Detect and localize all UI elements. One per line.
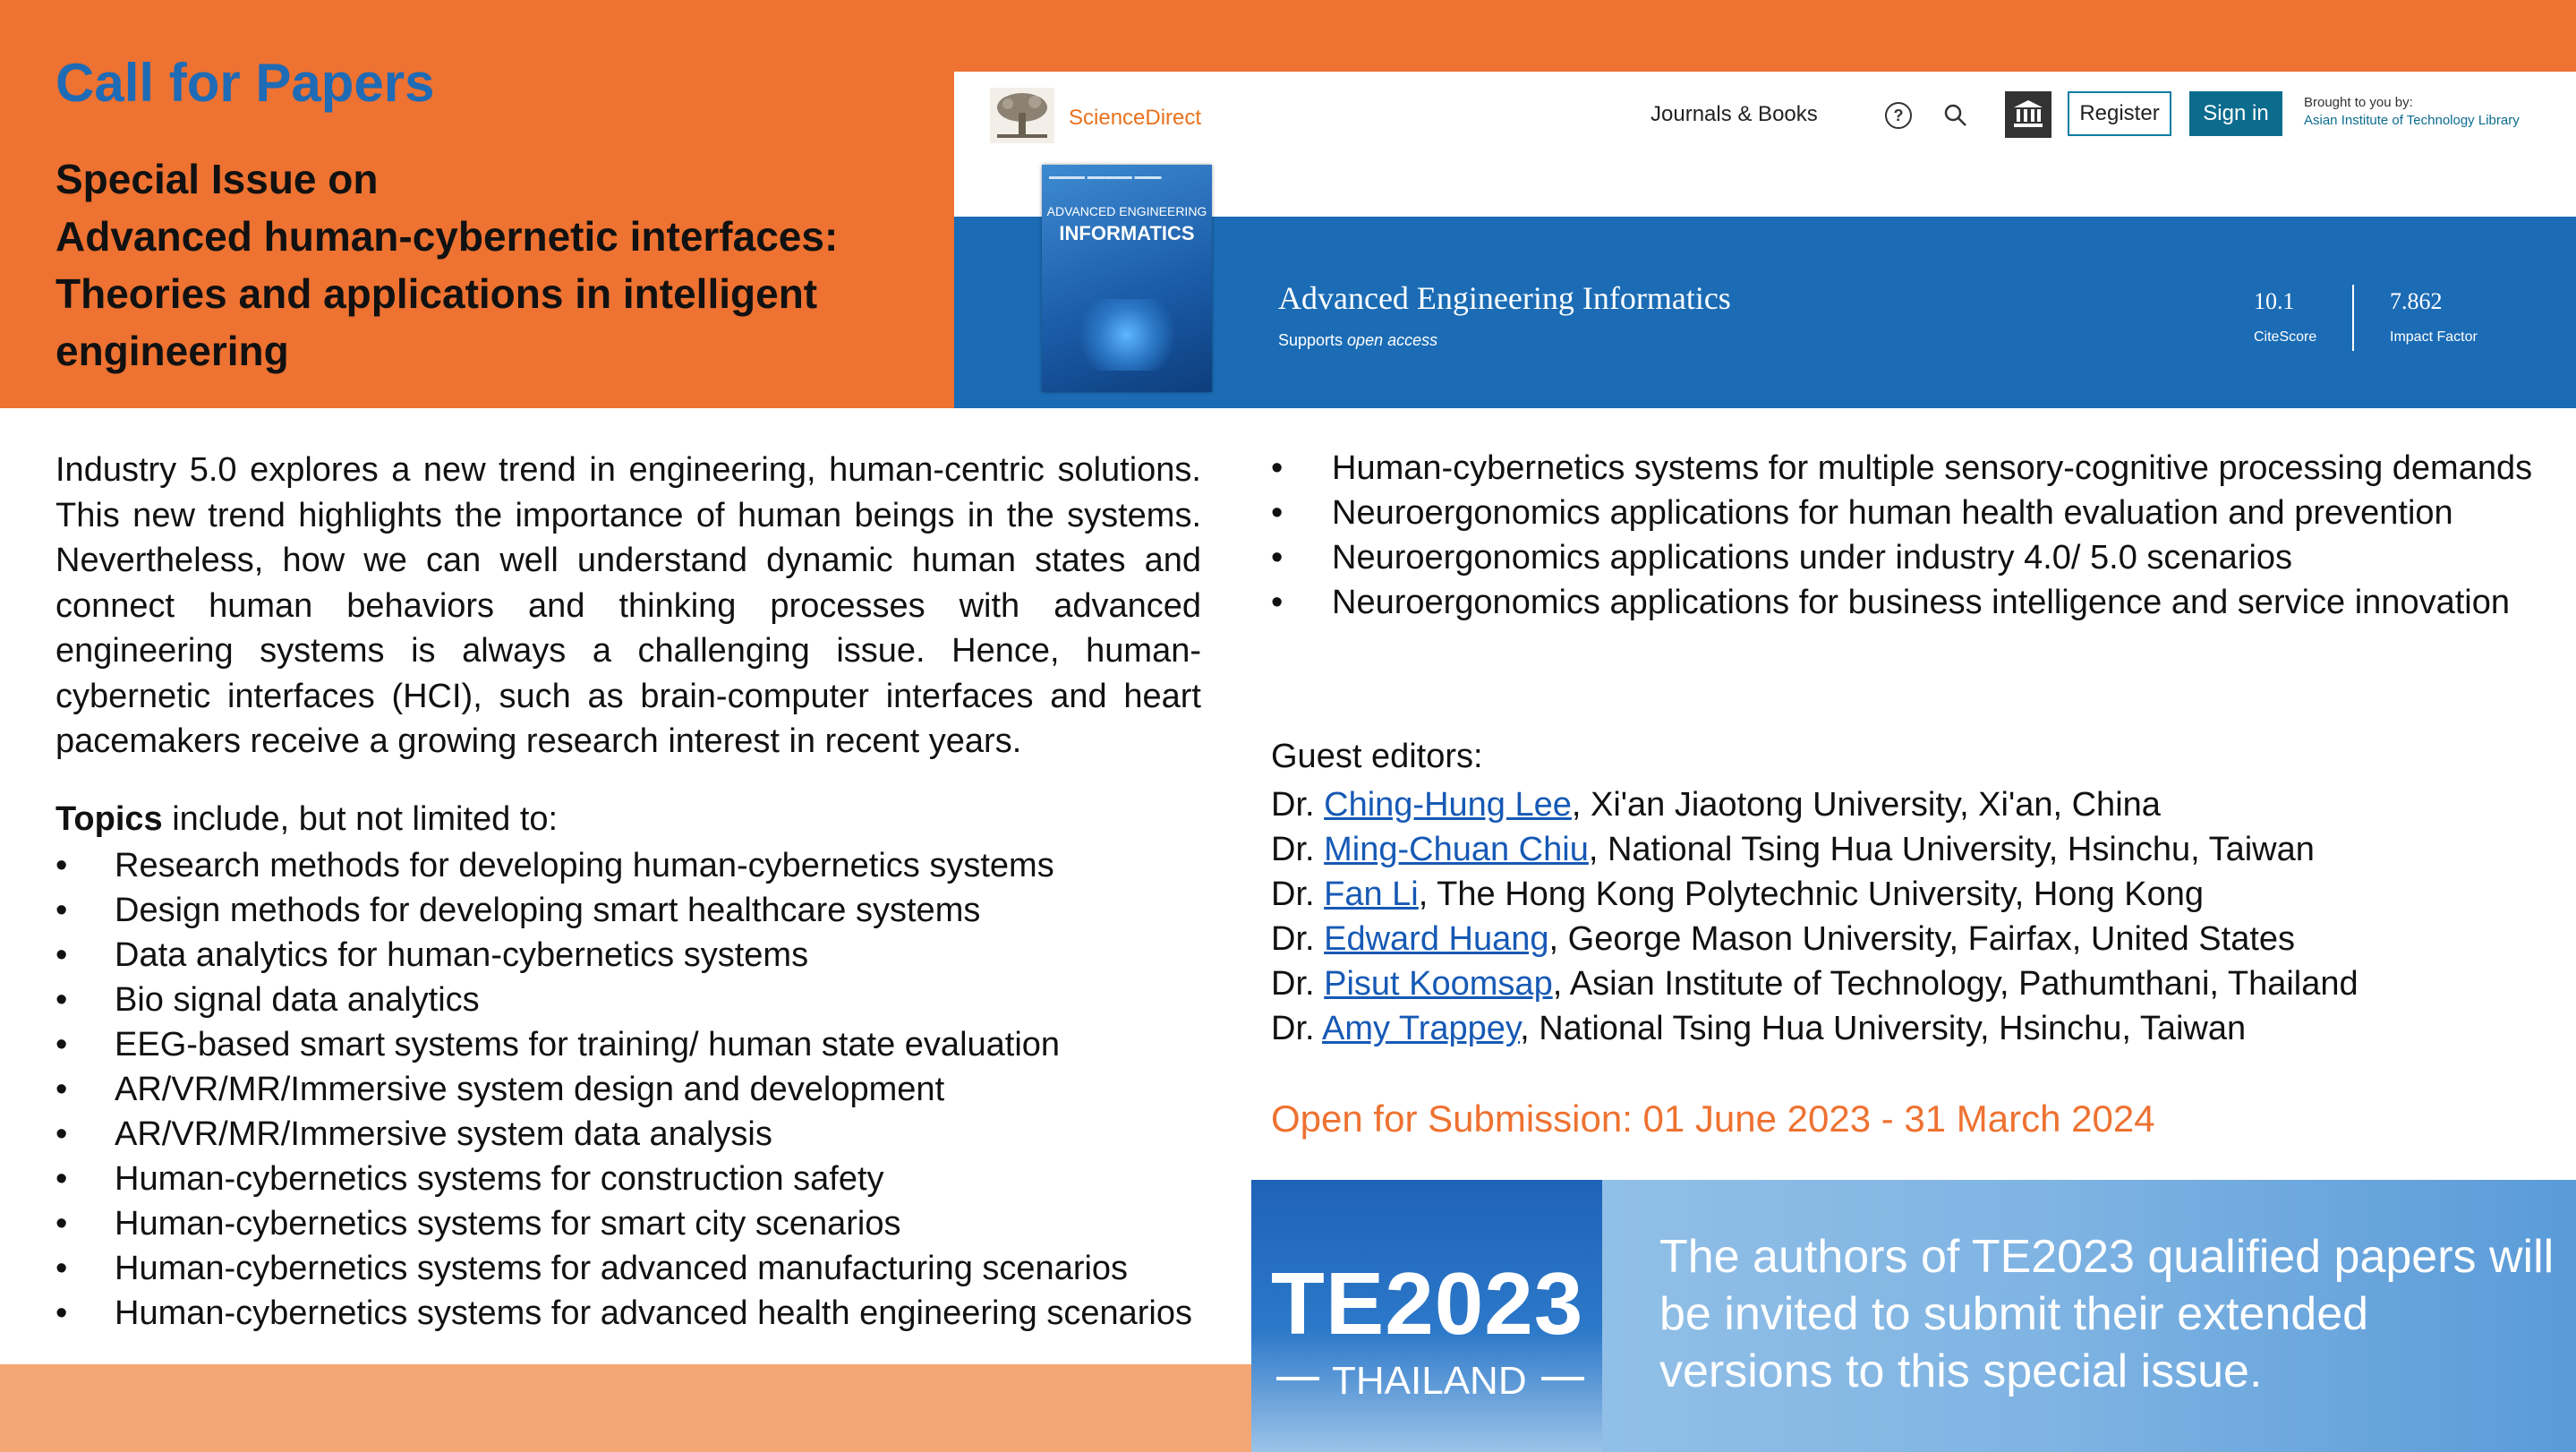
topic-item: [55, 1291, 1255, 1336]
guest-editors-heading: Guest editors:: [1271, 738, 1483, 775]
search-icon[interactable]: [1942, 102, 1969, 129]
editor-prefix: Dr.: [1271, 786, 1325, 824]
special-issue-line: Theories and applications in intelligent: [55, 270, 818, 317]
metrics-divider: [2352, 285, 2354, 351]
topic-text: Data analytics for human-cybernetics systems: [115, 936, 809, 974]
te2023-logo-title: TE2023: [1271, 1254, 1584, 1353]
topic-text: Neuroergonomics applications for business intelligence and service innovation: [1332, 584, 2510, 621]
editor-prefix: Dr.: [1271, 965, 1325, 1003]
editor-prefix: Dr.: [1271, 831, 1325, 868]
topic-item: [1271, 491, 2542, 535]
topic-item: [55, 888, 1255, 933]
bullet-icon: •: [55, 1205, 68, 1243]
bullet-icon: •: [55, 1115, 68, 1153]
citescore-label: CiteScore: [2254, 329, 2317, 345]
editor-entry: [1271, 827, 2560, 872]
institution-icon[interactable]: [2005, 91, 2051, 138]
topic-item: [55, 1022, 1255, 1067]
editor-name-link[interactable]: Ching-Hung Lee: [1324, 786, 1572, 824]
topic-text: Human-cybernetics systems for construction safety: [115, 1160, 884, 1198]
editor-entry: [1271, 917, 2560, 961]
topic-text: AR/VR/MR/Immersive system data analysis: [115, 1115, 772, 1153]
editor-entry: [1271, 1006, 2560, 1051]
editor-name-link[interactable]: Ming-Chuan Chiu: [1324, 831, 1589, 868]
topic-text: Design methods for developing smart healthcare systems: [115, 892, 981, 929]
editor-name-link[interactable]: Edward Huang: [1324, 920, 1549, 958]
intro-paragraph: Industry 5.0 explores a new trend in engineering, human-centric solutions. This new trend highlights the importance of human beings in the systems. Nevertheless, how we can well understand dynamic human states and connect human behaviors and thinking processes with advanced engineering systems is always a challenging issue. Hence, human-cybernetic interfaces (HCI), such as brain-computer interfaces and heart pacemakers receive a growing research interest in recent years.: [55, 451, 1201, 760]
topics-heading-rest: include, but not limited to:: [162, 800, 559, 838]
topic-text: Neuroergonomics applications under industry 4.0/ 5.0 scenarios: [1332, 539, 2293, 577]
editor-prefix: Dr.: [1271, 1010, 1323, 1047]
topic-text: Human-cybernetics systems for advanced health engineering scenarios: [115, 1294, 1192, 1332]
institution-name-link[interactable]: Asian Institute of Technology Library: [2304, 113, 2520, 128]
topics-list-right: [1271, 446, 2542, 625]
topic-item: [55, 1067, 1255, 1112]
bullet-icon: •: [55, 1294, 68, 1332]
topic-text: EEG-based smart systems for training/ human state evaluation: [115, 1026, 1061, 1063]
editor-affiliation: , Xi'an Jiaotong University, Xi'an, China: [1571, 786, 2161, 824]
special-issue-line: Advanced human-cybernetic interfaces:: [55, 213, 839, 260]
topics-heading: [55, 800, 558, 839]
topic-text: Neuroergonomics applications for human health evaluation and prevention: [1332, 494, 2453, 532]
topic-item: [1271, 535, 2542, 580]
bullet-icon: •: [55, 847, 68, 884]
te2023-logo-subtitle: [1276, 1359, 1527, 1404]
editor-name-link[interactable]: Fan Li: [1324, 875, 1419, 913]
editor-affiliation: , The Hong Kong Polytechnic University, Hong Kong: [1418, 875, 2205, 913]
open-access-note: [1278, 331, 1437, 350]
bullet-icon: •: [55, 1071, 68, 1108]
bullet-icon: •: [55, 1160, 68, 1198]
dash-decoration: [1541, 1377, 1584, 1380]
topic-item: [55, 843, 1255, 888]
bullet-icon: •: [1271, 449, 1284, 487]
topic-text: Human-cybernetics systems for advanced manufacturing scenarios: [115, 1250, 1129, 1287]
editor-prefix: Dr.: [1271, 875, 1325, 913]
journals-books-link[interactable]: Journals & Books: [1651, 102, 1818, 126]
bullet-icon: •: [55, 1026, 68, 1063]
sciencedirect-logo[interactable]: ScienceDirect: [1069, 106, 1202, 130]
topic-text: Human-cybernetics systems for multiple sensory-cognitive processing demands: [1332, 449, 2533, 487]
journal-cover-image[interactable]: [1042, 165, 1212, 392]
topic-item: [1271, 446, 2542, 491]
editor-name-link[interactable]: Pisut Koomsap: [1324, 965, 1553, 1003]
editor-entry: [1271, 782, 2560, 827]
topic-item: [55, 978, 1255, 1022]
bullet-icon: •: [1271, 494, 1284, 532]
register-button[interactable]: Register: [2068, 91, 2171, 136]
submission-window: Open for Submission: 01 June 2023 - 31 March 2024: [1271, 1098, 2155, 1140]
sciencedirect-journal-banner: [954, 72, 2576, 408]
supports-prefix: Supports: [1278, 331, 1348, 349]
topic-text: AR/VR/MR/Immersive system design and development: [115, 1071, 945, 1108]
special-issue-title: [55, 150, 951, 380]
editor-entry: [1271, 961, 2560, 1006]
editor-affiliation: , National Tsing Hua University, Hsinchu, Taiwan: [1520, 1010, 2247, 1047]
footer-band: [0, 1364, 1251, 1452]
te2023-location: THAILAND: [1332, 1359, 1527, 1403]
bullet-icon: •: [55, 1250, 68, 1287]
bullet-icon: •: [1271, 539, 1284, 577]
brought-to-you-label: Brought to you by:: [2304, 95, 2413, 110]
topic-text: Human-cybernetics systems for smart city scenarios: [115, 1205, 901, 1243]
editor-entry: [1271, 872, 2560, 917]
journal-name[interactable]: Advanced Engineering Informatics: [1278, 280, 1731, 316]
guest-editors-list: [1271, 782, 2560, 1051]
cover-title-line: INFORMATICS: [1059, 222, 1195, 244]
impact-factor-label: Impact Factor: [2390, 329, 2478, 345]
help-icon[interactable]: ?: [1885, 102, 1912, 129]
editor-affiliation: , Asian Institute of Technology, Pathumthani, Thailand: [1552, 965, 2358, 1003]
topic-item: [55, 1201, 1255, 1246]
topic-text: Bio signal data analytics: [115, 981, 480, 1019]
call-for-papers-title: Call for Papers: [55, 53, 435, 113]
topic-item: [55, 933, 1255, 978]
cover-artwork: [1078, 299, 1176, 371]
bullet-icon: •: [55, 892, 68, 929]
topic-item: [55, 1157, 1255, 1201]
elsevier-tree-icon: [990, 88, 1054, 143]
topic-item: [1271, 580, 2542, 625]
editor-prefix: Dr.: [1271, 920, 1325, 958]
cover-title-line: ADVANCED ENGINEERING: [1046, 204, 1207, 218]
citescore-value: 10.1: [2254, 288, 2295, 314]
bullet-icon: •: [55, 936, 68, 974]
te2023-message: The authors of TE2023 qualified papers will be invited to submit their extended versions to this special issue.: [1659, 1231, 2555, 1397]
sign-in-button[interactable]: Sign in: [2189, 91, 2282, 136]
bullet-icon: •: [55, 981, 68, 1019]
topic-text: Research methods for developing human-cybernetics systems: [115, 847, 1054, 884]
editor-affiliation: , National Tsing Hua University, Hsinchu, Taiwan: [1588, 831, 2315, 868]
topic-item: [55, 1112, 1255, 1157]
topic-item: [55, 1246, 1255, 1291]
topics-list-left: [55, 843, 1255, 1336]
editor-name-link[interactable]: Amy Trappey: [1322, 1010, 1521, 1047]
special-issue-line: Special Issue on: [55, 156, 379, 202]
cover-header-strip: ▬▬▬▬ ▬▬▬▬▬ ▬▬▬: [1049, 172, 1162, 182]
editor-affiliation: , George Mason University, Fairfax, United States: [1548, 920, 2296, 958]
topics-heading-bold: Topics: [55, 800, 163, 838]
open-access-text: open access: [1347, 331, 1438, 349]
special-issue-line: engineering: [55, 328, 289, 374]
bullet-icon: •: [1271, 584, 1284, 621]
impact-factor-value: 7.862: [2390, 288, 2443, 314]
